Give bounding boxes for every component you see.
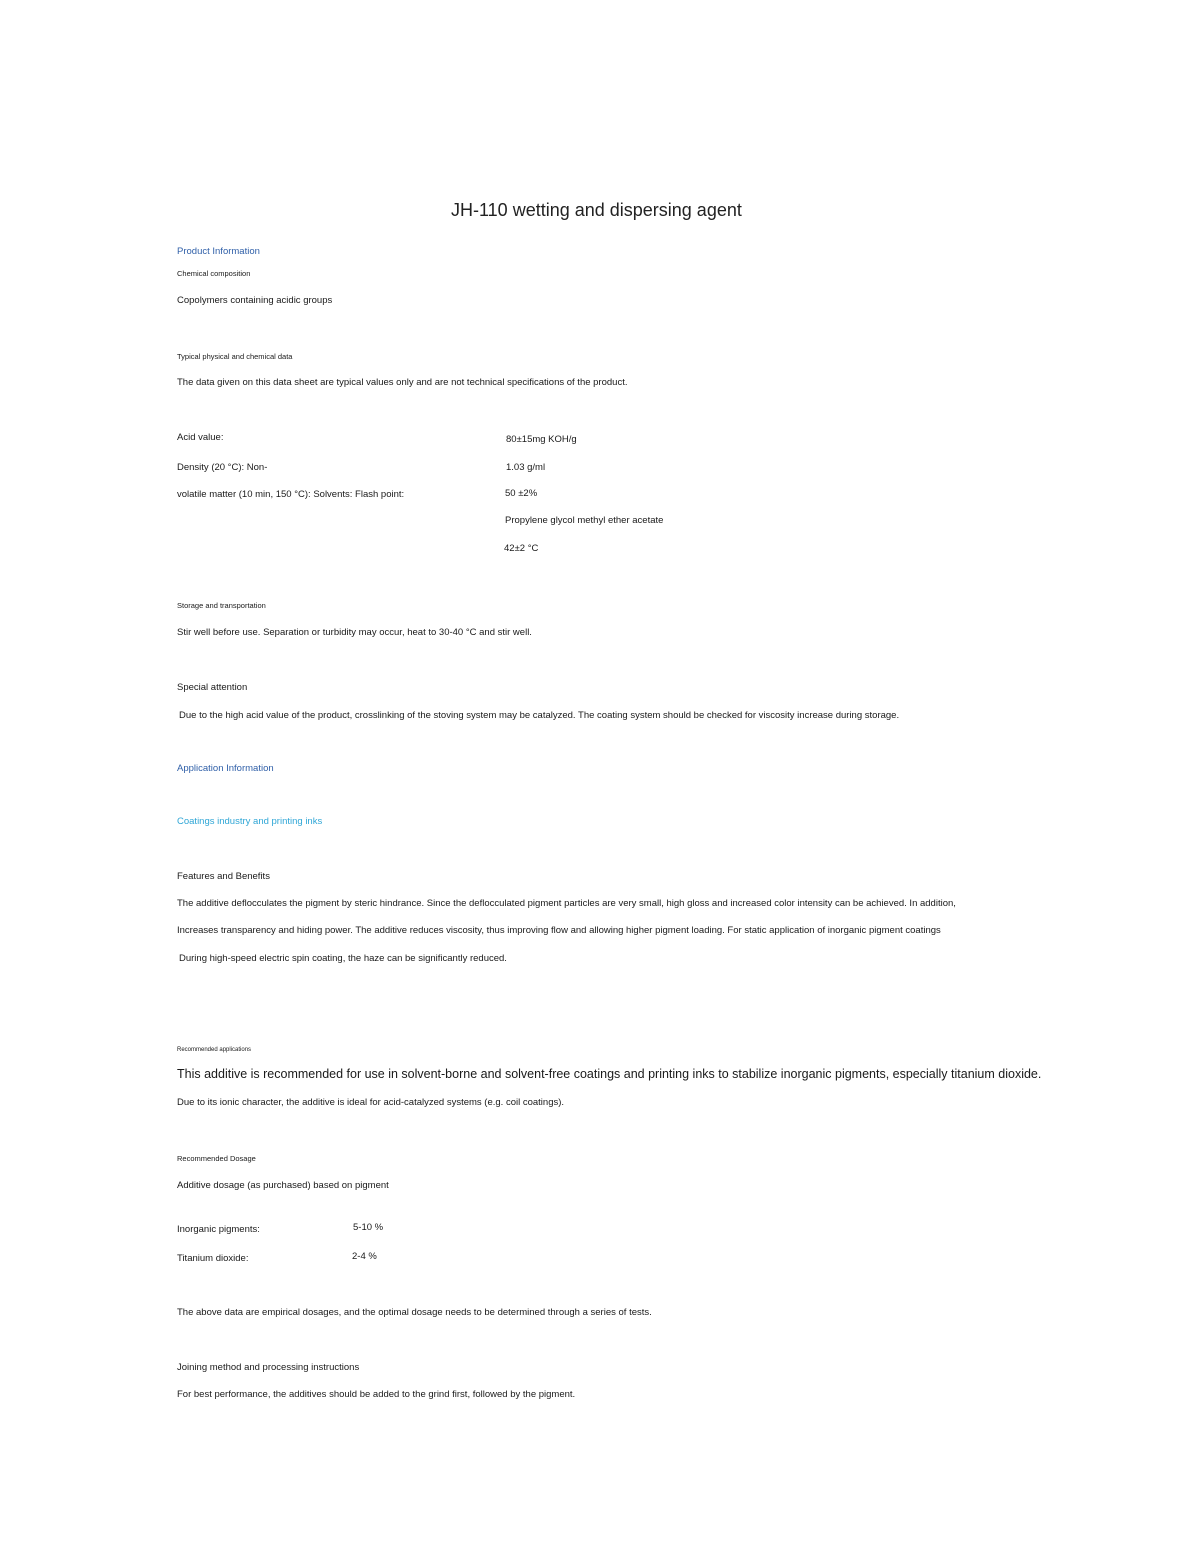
document-title: JH-110 wetting and dispersing agent [451, 200, 742, 220]
chemical-composition-label: Chemical composition [177, 269, 251, 278]
features-line: Increases transparency and hiding power. The additive reduces viscosity, thus improving flow and allowing higher pigment loading. For static application of inorganic pigment coatings [177, 925, 941, 936]
coatings-industry-subheading: Coatings industry and printing inks [177, 816, 323, 827]
joining-label: Joining method and processing instructions [177, 1362, 360, 1373]
property-value-nonvolatile: 50 ±2% [505, 488, 538, 499]
dosage-intro: Additive dosage (as purchased) based on pigment [177, 1180, 389, 1191]
special-attention-label: Special attention [177, 682, 248, 693]
property-value-flash-point: 42±2 °C [504, 543, 539, 554]
recommended-applications-label: Recommended applications [177, 1047, 252, 1053]
joining-text: For best performance, the additives should be added to the grind first, followed by the pigment. [177, 1389, 576, 1400]
property-label-acid-value: Acid value: [177, 432, 224, 443]
property-value-density: 1.03 g/ml [506, 462, 546, 473]
special-attention-text: Due to the high acid value of the product, crosslinking of the stoving system may be catalyzed. The coating system should be checked for viscosity increase during storage. [179, 710, 900, 721]
dosage-row-value: 2-4 % [352, 1251, 377, 1262]
storage-text: Stir well before use. Separation or turbidity may occur, heat to 30-40 °C and stir well. [177, 627, 532, 638]
features-line: During high-speed electric spin coating, the haze can be significantly reduced. [179, 953, 507, 964]
property-label-density: Density (20 °C): Non- [177, 462, 268, 473]
chemical-composition-text: Copolymers containing acidic groups [177, 295, 333, 306]
dosage-row-label: Titanium dioxide: [177, 1253, 249, 1264]
storage-label: Storage and transportation [177, 601, 266, 610]
features-line: The additive deflocculates the pigment by steric hindrance. Since the deflocculated pigment particles are very small, high gloss and increased color intensity can be achieved. In addition, [177, 898, 956, 909]
dosage-note: The above data are empirical dosages, and the optimal dosage needs to be determined through a series of tests. [177, 1307, 652, 1318]
dosage-row-value: 5-10 % [353, 1222, 384, 1233]
property-value-solvent: Propylene glycol methyl ether acetate [505, 515, 664, 526]
recommended-applications-sub: Due to its ionic character, the additive is ideal for acid-catalyzed systems (e.g. coil coatings). [177, 1097, 565, 1108]
property-value-acid-value: 80±15mg KOH/g [506, 434, 577, 445]
application-information-heading: Application Information [177, 763, 274, 774]
features-label: Features and Benefits [177, 871, 270, 882]
recommended-dosage-label: Recommended Dosage [177, 1154, 256, 1163]
product-information-heading: Product Information [177, 246, 260, 257]
dosage-row-label: Inorganic pigments: [177, 1224, 260, 1235]
typical-data-note: The data given on this data sheet are typical values only and are not technical specifications of the product. [177, 377, 628, 388]
property-label-nonvolatile: volatile matter (10 min, 150 °C): Solvents: Flash point: [177, 489, 405, 500]
typical-data-label: Typical physical and chemical data [177, 352, 293, 361]
recommended-applications-main: This additive is recommended for use in solvent-borne and solvent-free coatings and printing inks to stabilize inorganic pigments, especially titanium dioxide. [177, 1067, 1042, 1081]
